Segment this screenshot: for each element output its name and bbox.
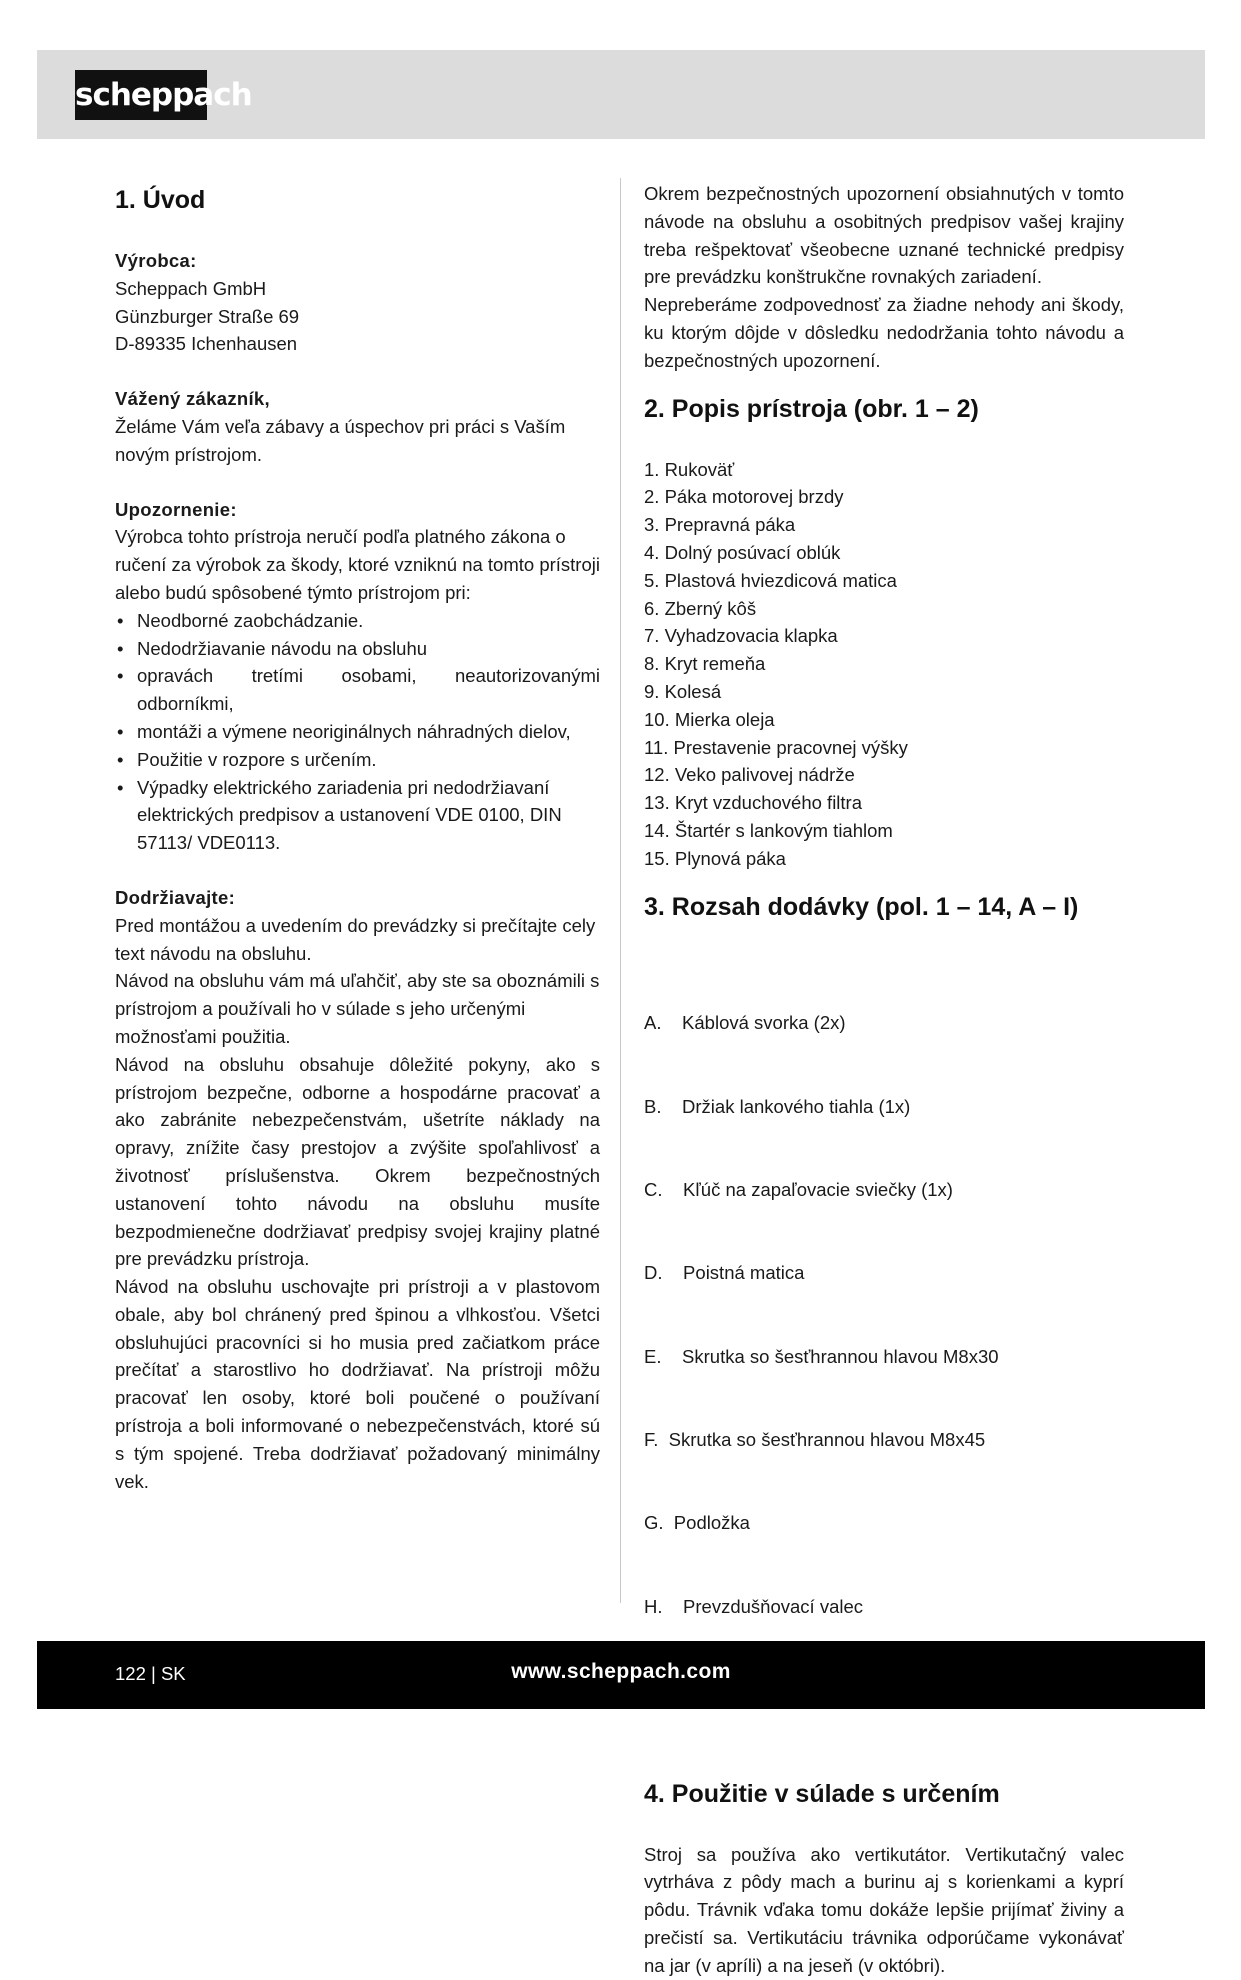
list-item: 10. Mierka oleja — [644, 708, 775, 730]
list-item: C. Kľúč na zapaľovacie sviečky (1x) — [644, 1178, 953, 1200]
list-item: H. Prevzdušňovací valec — [644, 1595, 864, 1617]
list-item: • Výpadky elektrického zariadenia pri nedodržiavaní elektrických predpisov a ustanovení VDE 0100, DIN 57113/ VDE0113. — [115, 774, 600, 857]
observe-paragraph: Návod na obsluhu uschovajte pri prístroji a v plastovom obale, aby bol chránený pred špinou a vlhkosťou. Všetci obsluhujúci pracovníci si ho musia pred začiatkom práce prečítať a starostlivo ho dodržiavať. Na prístroji môžu pracovať len osoby, ktoré boli poučené o používaní prístroja a boli informované o nebezpečenstvách, ktoré sú s tým spojené. Treba dodržiavať požadovaný minimálny vek. — [115, 1276, 600, 1492]
page-header — [37, 50, 1205, 139]
customer-text: Želáme Vám veľa zábavy a úspechov pri práci s Vaším novým prístrojom. — [115, 415, 566, 465]
list-item: • Neodborné zaobchádzanie. — [115, 607, 600, 635]
right-column — [644, 180, 1124, 1980]
section-1-heading: 1. Úvod — [115, 186, 206, 214]
list-item: E. Skrutka so šesťhrannou hlavou M8x30 — [644, 1345, 999, 1367]
customer-label: Vážený zákazník, — [115, 388, 270, 410]
list-item: D. Poistná matica — [644, 1262, 805, 1284]
list-item: • montáži a výmene neoriginálnych náhradných dielov, — [115, 718, 600, 746]
list-item: 12. Veko palivovej nádrže — [644, 764, 855, 786]
list-item: G. Podložka — [644, 1512, 750, 1534]
list-item: 13. Kryt vzduchového filtra — [644, 792, 862, 814]
list-item: • Nedodržiavanie návodu na obsluhu — [115, 635, 600, 663]
intro-paragraph: Okrem bezpečnostných upozornení obsiahnutých v tomto návode na obsluhu a osobitných predpisov vašej krajiny treba rešpektovať všeobecne uznané technické predpisy pre prevádzku konštrukčne rovnakých zariadení. — [644, 183, 1124, 288]
observe-paragraph: Návod na obsluhu obsahuje dôležité pokyny, ako s prístrojom bezpečne, odborne a hospodárne pracovať a ako zabránite nebezpečenstvám, ušetríte náklady na opravy, znížite časy prestojov a zvýšite spoľahlivosť a životnosť príslušenstva. Okrem bezpečnostných ustanovení tohto návodu na obsluhu musíte bezpodmienečne dodržiavať predpisy svojej krajiny platné pre prevádzku prístroja. — [115, 1053, 600, 1270]
manufacturer-line: Günzburger Straße 69 — [115, 305, 300, 327]
manufacturer-label: Výrobca: — [115, 250, 197, 271]
list-item: • Použitie v rozpore s určením. — [115, 746, 600, 774]
list-item: 11. Prestavenie pracovnej výšky — [644, 736, 908, 758]
list-item: • opravách tretími osobami, neautorizovanými odborníkmi, — [115, 662, 600, 718]
scheppach-logo: scheppach — [75, 70, 207, 120]
list-item: 15. Plynová páka — [644, 847, 786, 869]
section-4-heading: 4. Použitie v súlade s určením — [644, 1779, 1000, 1808]
parts-list — [644, 456, 1124, 873]
manufacturer-line: Scheppach GmbH — [115, 277, 267, 299]
page-number: 122 | SK — [115, 1663, 186, 1684]
observe-paragraph: Pred montážou a uvedením do prevádzky si prečítajte cely text návodu na obsluhu. — [115, 914, 596, 964]
list-item: B. Držiak lankového tiahla (1x) — [644, 1095, 911, 1117]
section-3-heading: 3. Rozsah dodávky (pol. 1 – 14, A – I) — [644, 892, 1079, 921]
list-item: 5. Plastová hviezdicová matica — [644, 569, 897, 591]
list-item: A. Káblová svorka (2x) — [644, 1012, 846, 1034]
list-item: 14. Štartér s lankovým tiahlom — [644, 819, 893, 841]
left-column — [115, 180, 600, 1495]
observe-label: Dodržiavajte: — [115, 886, 236, 908]
notice-bullet-list — [115, 607, 600, 857]
usage-text: Stroj sa používa ako vertikutátor. Vertikutačný valec vytrháva z pôdy mach a burinu aj s korienkami a kyprí pôdu. Trávnik vďaka tomu dokáže lepšie prijímať živiny a prečistí sa. Vertikutáciu trávnika odporúčame vykonávať na jar (v apríli) a na jeseň (v októbri). — [644, 1843, 1124, 1976]
website-link[interactable]: www.scheppach.com — [511, 1660, 731, 1683]
list-item: 3. Prepravná páka — [644, 514, 796, 536]
list-item: 2. Páka motorovej brzdy — [644, 486, 844, 508]
delivery-list — [644, 954, 1124, 1760]
column-divider — [620, 178, 621, 1603]
list-item: 1. Rukoväť — [644, 458, 735, 480]
page-footer — [37, 1641, 1205, 1709]
notice-text: Výrobca tohto prístroja neručí podľa platného zákona o ručení za výrobok za škody, ktoré vzniknú na tomto prístroji alebo budú spôsobené týmto prístrojom pri: — [115, 526, 600, 603]
notice-label: Upozornenie: — [115, 498, 237, 520]
observe-paragraph: Návod na obsluhu vám má uľahčiť, aby ste sa oboznámili s prístrojom a používali ho v súlade s jeho určenými možnosťami použitia. — [115, 970, 600, 1047]
list-item: 4. Dolný posúvací oblúk — [644, 541, 841, 563]
intro-paragraph: Nepreberáme zodpovednosť za žiadne nehody ani škody, ku ktorým dôjde v dôsledku nedodržania tohto návodu a bezpečnostných upozornení. — [644, 294, 1124, 371]
list-item: F. Skrutka so šesťhrannou hlavou M8x45 — [644, 1429, 986, 1451]
list-item: 8. Kryt remeňa — [644, 653, 766, 675]
list-item: 9. Kolesá — [644, 680, 722, 702]
manufacturer-line: D-89335 Ichenhausen — [115, 333, 298, 355]
list-item: 6. Zberný kôš — [644, 597, 757, 619]
list-item: 7. Vyhadzovacia klapka — [644, 625, 838, 647]
section-2-heading: 2. Popis prístroja (obr. 1 – 2) — [644, 394, 979, 423]
